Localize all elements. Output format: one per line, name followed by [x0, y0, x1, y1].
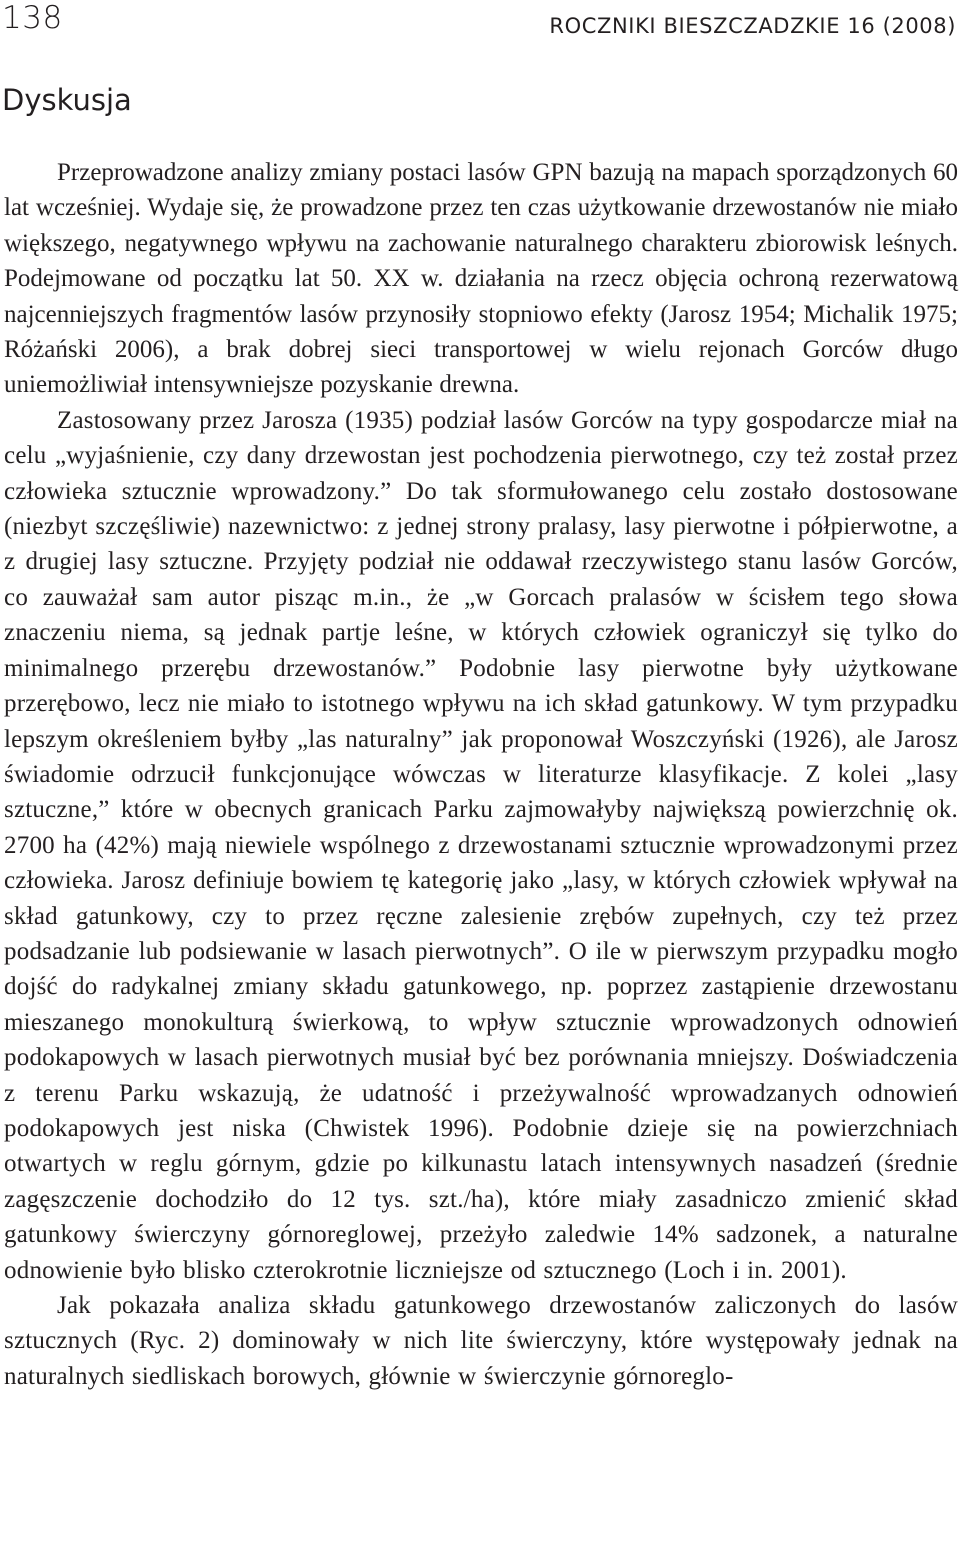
body-text: [4, 155, 958, 1394]
paragraph-2: Zastosowany przez Jarosza (1935) podział lasów Gorców na typy gospodarcze miał na celu „wyjaśnienie, czy dany drzewostan jest pochodzenia pierwotnego, czy też został przez człowieka sztucznie wprowadzony.” Do tak sformułowanego celu zostało dostosowane (niezbyt szczęśliwie) nazewnictwo: z jednej strony pralasy, lasy pierwotne i półpierwotne, a z drugiej lasy sztuczne. Przyjęty podział nie oddawał rzeczywistego stanu lasów Gorców, co zauważał sam autor pisząc m.in., że „w Gorcach pralasów w ścisłem tego słowa znaczeniu niema, są jednak partje leśne, w których człowiek ograniczył się tylko do minimalnego przerębu drzewostanów.” Podobnie lasy pierwotne były użytkowane przerębowo, lecz nie miało to istotnego wpływu na ich skład gatunkowy. W tym przypadku lepszym określeniem byłby „las naturalny” jak proponował Woszczyński (1926), ale Jarosz świadomie odrzucił funkcjonujące wówczas w literaturze klasyfikacje. Z kolei „lasy sztuczne,” które w obecnych granicach Parku zajmowałyby największą powierzchnię ok. 2700 ha (42%) mają niewiele wspólnego z drzewostanami sztucznie wprowadzonymi przez człowieka. Jarosz definiuje bowiem tę kategorię jako „lasy, w których człowiek wpływał na skład gatunkowy, czy to przez ręczne zalesienie zrębów zupełnych, czy też przez podsadzanie lub podsiewanie w lasach pierwotnych”. O ile w pierwszym przypadku mogło dojść do radykalnej zmiany składu gatunkowego, np. poprzez zastąpienie drzewostanu mieszanego monokulturą świerkową, to wpływ sztucznie wprowadzonych odnowień podokapowych w lasach pierwotnych musiał być bez porównania mniejszy. Doświadczenia z terenu Parku wskazują, że udatność i przeżywalność wprowadzanych odnowień podokapowych jest niska (Chwistek 1996). Podobnie dzieje się na powierzchniach otwartych w reglu górnym, gdzie po kilkunastu latach intensywnych nasadzeń (średnie zagęszczenie dochodziło do 12 tys. szt./ha), które miały zasadniczo zmienić skład gatunkowy świerczyny górnoreglowej, przeżyło zaledwie 14% sadzonek, a naturalne odnowienie było blisko czterokrotnie liczniejsze od sztucznego (Loch i in. 2001).: [4, 406, 958, 1284]
paragraph-3: Jak pokazała analiza składu gatunkowego drzewostanów zaliczonych do lasów sztucznych (Ryc. 2) dominowały w nich lite świerczyny, które występowały jednak na naturalnych siedliskach borowych, głównie w świerczynie górnoreglo-: [4, 1292, 958, 1390]
paragraph-1: Przeprowadzone analizy zmiany postaci lasów GPN bazują na mapach sporządzonych 60 lat wcześniej. Wydaje się, że prowadzone przez ten czas użytkowanie drzewostanów nie miało większego, negatywnego wpływu na zachowanie naturalnego charakteru zbiorowisk leśnych. Podejmowane od początku lat 50. XX w. działania na rzecz objęcia ochroną rezerwatową najcenniejszych fragmentów lasów przynosiły stopniowo efekty (Jarosz 1954; Michalik 1975; Różański 2006), a brak dobrej sieci transportowej w wielu rejonach Gorców długo uniemożliwiał intensywniejsze pozyskanie drewna.: [4, 159, 958, 399]
page-number: 138: [2, 0, 63, 36]
section-title: Dyskusja: [2, 83, 132, 117]
journal-running-head: ROCZNIKI BIESZCZADZKIE 16 (2008): [549, 14, 956, 38]
